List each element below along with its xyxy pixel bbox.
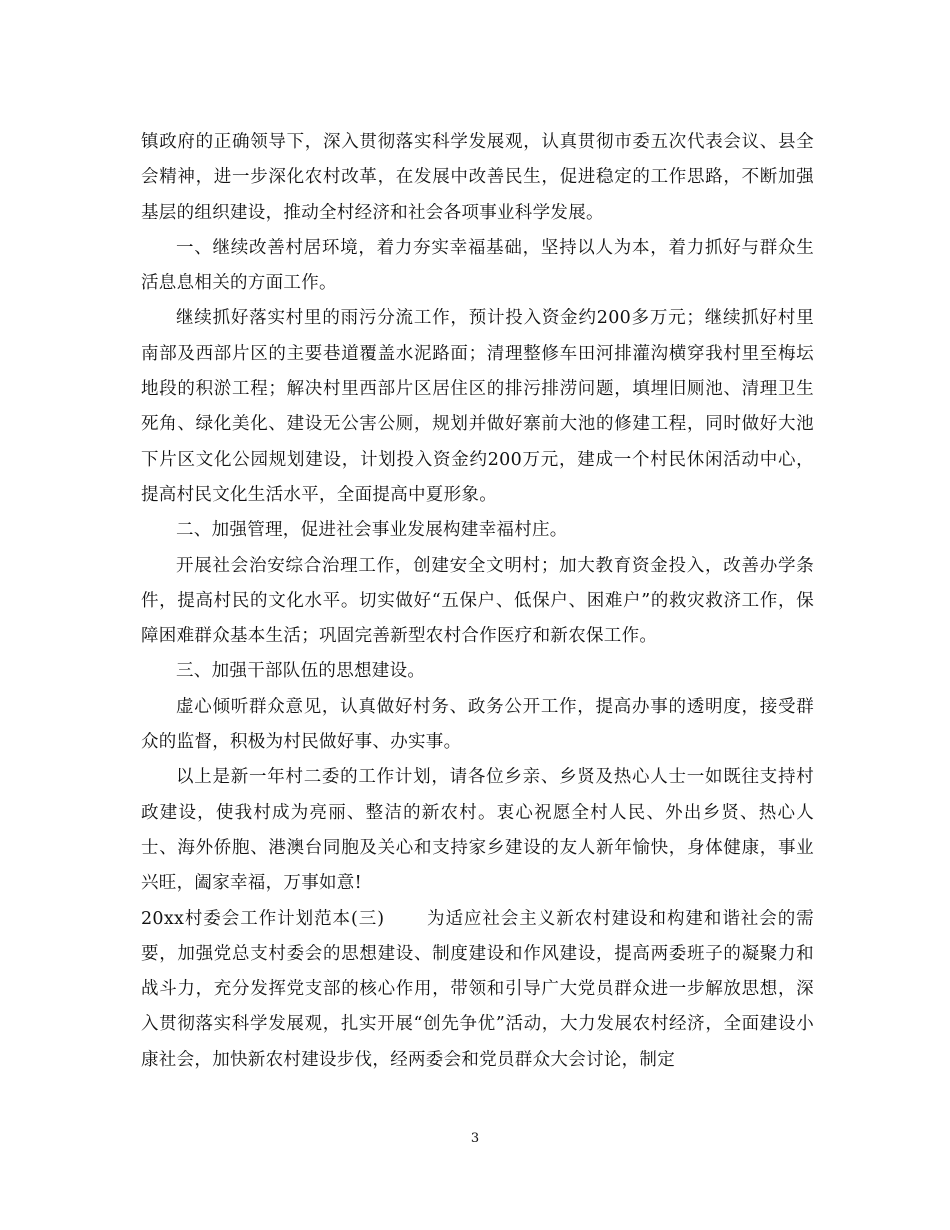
- document-body: [141, 125, 814, 1078]
- paragraph-closing: 以上是新一年村二委的工作计划，请各位乡亲、乡贤及热心人士一如既往支持村政建设，使我村成为亮丽、整洁的新农村。衷心祝愿全村人民、外出乡贤、热心人士、海外侨胞、港澳台同胞及关心和支持家乡建设的友人新年愉快，身体健康，事业兴旺，阖家幸福，万事如意!: [141, 767, 814, 894]
- paragraph-intro: 镇政府的正确领导下，深入贯彻落实科学发展观，认真贯彻市委五次代表会议、县全会精神，进一步深化农村改革，在发展中改善民生，促进稳定的工作思路，不断加强基层的组织建设，推动全村经济和社会各项事业科学发展。: [141, 132, 814, 223]
- section-heading: 20xx村委会工作计划范本(三): [141, 908, 385, 929]
- section-three-paragraph: [141, 902, 814, 1078]
- paragraph-point-two-detail: 开展社会治安综合治理工作，创建安全文明村；加大教育资金投入，改善办学条件，提高村民的文化水平。切实做好“五保户、低保户、困难户”的救灾救济工作，保障困难群众基本生活；巩固完善新型农村合作医疗和新农保工作。: [141, 555, 814, 647]
- paragraph-point-two-heading: 二、加强管理，促进社会事业发展构建幸福村庄。: [176, 520, 568, 541]
- page-number: 3: [470, 1131, 480, 1146]
- paragraph-point-three-detail: 虚心倾听群众意见，认真做好村务、政务公开工作，提高办事的透明度，接受群众的监督，积极为村民做好事、办实事。: [141, 696, 814, 753]
- paragraph-point-one-detail: 继续抓好落实村里的雨污分流工作，预计投入资金约200多万元；继续抓好村里南部及西部片区的主要巷道覆盖水泥路面；清理整修车田河排灌沟横穿我村里至梅坛地段的积淤工程；解决村里西部片区居住区的排污排涝问题，填埋旧厕池、清理卫生死角、绿化美化、建设无公害公厕，规划并做好寨前大池的修建工程，同时做好大池下片区文化公园规划建设，计划投入资金约200万元，建成一个村民休闲活动中心，提高村民文化生活水平，全面提高中夏形象。: [141, 308, 814, 505]
- paragraph-point-one-heading: 一、继续改善村居环境，着力夯实幸福基础，坚持以人为本，着力抓好与群众生活息息相关的方面工作。: [141, 237, 814, 294]
- paragraph-point-three-heading: 三、加强干部队伍的思想建设。: [176, 661, 426, 682]
- section-body: 为适应社会主义新农村建设和构建和谐社会的需要，加强党总支村委会的思想建设、制度建设和作风建设，提高两委班子的凝聚力和战斗力，充分发挥党支部的核心作用，带领和引导广大党员群众进一步解放思想，深入贯彻落实科学发展观，扎实开展“创先争优”活动，大力发展农村经济，全面建设小康社会，加快新农村建设步伐，经两委会和党员群众大会讨论，制定: [141, 908, 814, 1070]
